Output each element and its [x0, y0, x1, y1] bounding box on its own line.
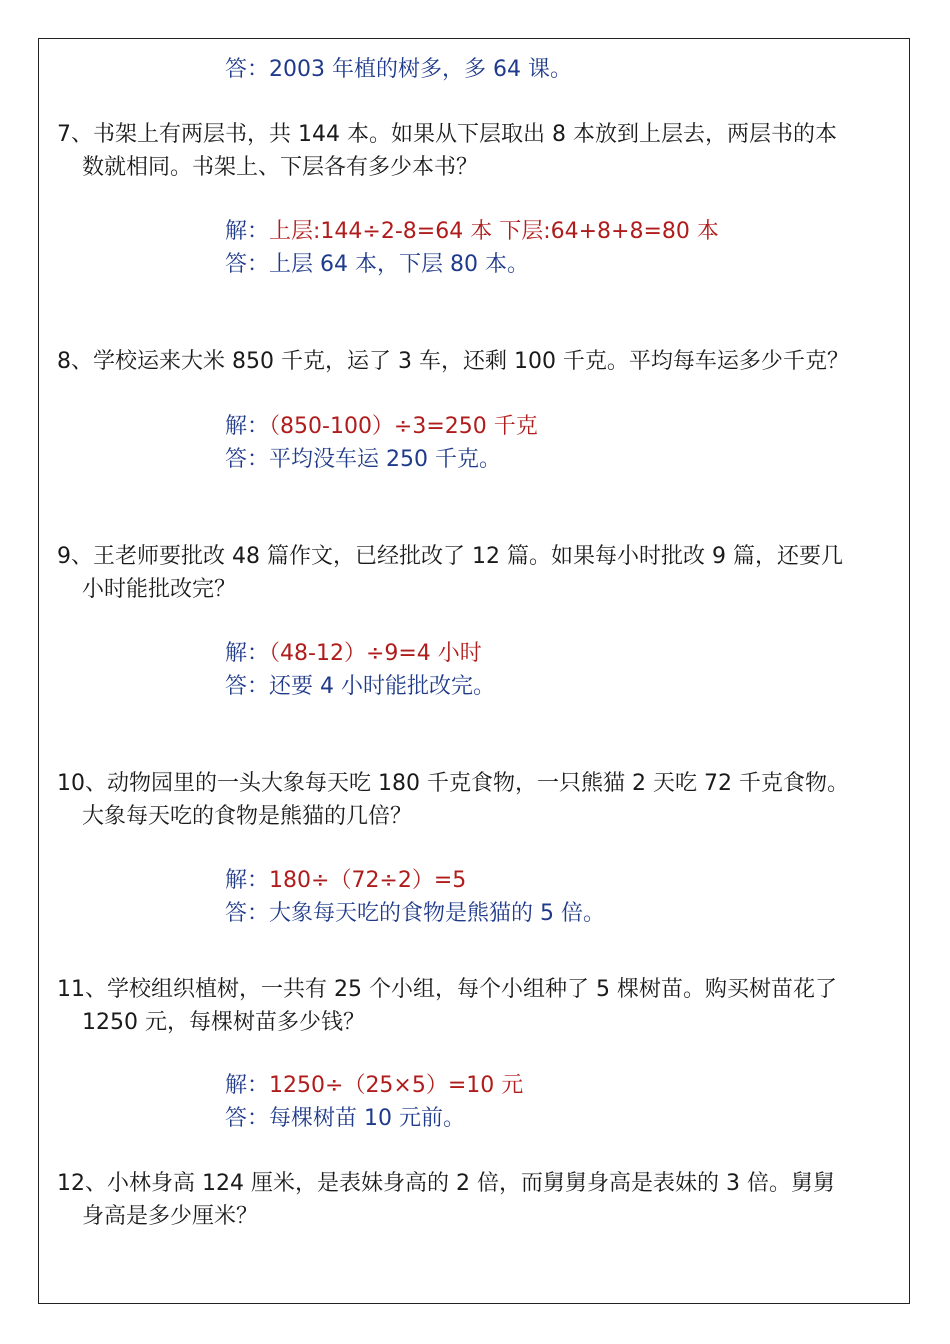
- solution-11: [225, 1071, 523, 1101]
- solution-label: 解：: [225, 414, 270, 439]
- answer-text: 上层 64 本，下层 80 本。: [269, 252, 529, 277]
- problem-9-line-1: 9、王老师要批改 48 篇作文，已经批改了 12 篇。如果每小时批改 9 篇，还要几: [57, 544, 843, 569]
- problem-8-line-1: 8、学校运来大米 850 千克，运了 3 车，还剩 100 千克。平均每车运多少千克？: [57, 349, 849, 374]
- problem-11-line-1: 11、学校组织植树，一共有 25 个小组，每个小组种了 5 棵树苗。购买树苗花了: [57, 977, 837, 1002]
- solution-text: 1250÷（25×5）=10 元: [269, 1073, 524, 1098]
- solution-label: 解：: [225, 641, 270, 666]
- problem-7-line-1: 7、书架上有两层书，共 144 本。如果从下层取出 8 本放到上层去，两层书的本: [57, 122, 837, 147]
- answer-7: [225, 250, 529, 280]
- answer-label: 答：: [225, 1106, 270, 1131]
- answer-label: 答：: [225, 901, 270, 926]
- solution-label: 解：: [225, 868, 270, 893]
- answer-10: [225, 899, 605, 929]
- solution-8: [225, 412, 538, 442]
- problem-10-line-1: 10、动物园里的一头大象每天吃 180 千克食物，一只熊猫 2 天吃 72 千克食物。: [57, 771, 849, 796]
- solution-7: [225, 217, 719, 247]
- solution-9: [225, 639, 482, 669]
- answer-9: [225, 672, 495, 702]
- problem-10-line-2: 大象每天吃的食物是熊猫的几倍？: [82, 804, 413, 829]
- answer-text: 平均没车运 250 千克。: [269, 447, 501, 472]
- solution-text: 180÷（72÷2）=5: [269, 868, 467, 893]
- answer-label: 答：: [225, 252, 270, 277]
- solution-label: 解：: [225, 219, 270, 244]
- answer-label: 答：: [225, 674, 270, 699]
- solution-text: （48-12）÷9=4 小时: [269, 641, 482, 666]
- solution-10: [225, 866, 466, 896]
- answer-text: 还要 4 小时能批改完。: [269, 674, 495, 699]
- problem-12-line-2: 身高是多少厘米？: [82, 1204, 259, 1229]
- problem-7-line-2: 数就相同。书架上、下层各有多少本书？: [82, 155, 479, 180]
- answer-text: 大象每天吃的食物是熊猫的 5 倍。: [269, 901, 606, 926]
- answer-label: 答：: [225, 447, 270, 472]
- solution-text: （850-100）÷3=250 千克: [269, 414, 538, 439]
- answer-text: 2003 年植的树多，多 64 课。: [269, 57, 572, 82]
- solution-label: 解：: [225, 1073, 270, 1098]
- answer-text: 每棵树苗 10 元前。: [269, 1106, 465, 1131]
- problem-9-line-2: 小时能批改完？: [82, 577, 237, 602]
- problem-11-line-2: 1250 元，每棵树苗多少钱？: [82, 1010, 365, 1035]
- answer-6: [225, 55, 572, 85]
- problem-12-line-1: 12、小林身高 124 厘米，是表妹身高的 2 倍，而舅舅身高是表妹的 3 倍。舅舅: [57, 1171, 835, 1196]
- answer-label: 答：: [225, 57, 270, 82]
- answer-8: [225, 445, 501, 475]
- answer-11: [225, 1104, 465, 1134]
- solution-text: 上层:144÷2-8=64 本 下层:64+8+8=80 本: [269, 219, 719, 244]
